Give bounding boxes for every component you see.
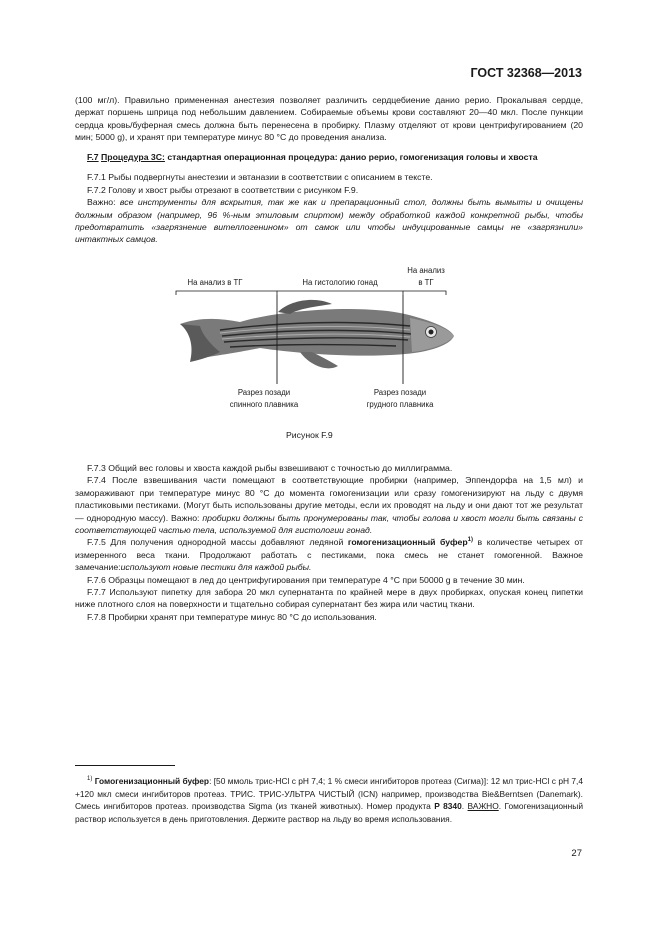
footnote-term: Гомогенизационный буфер xyxy=(94,776,210,786)
footnote-divider xyxy=(75,765,175,766)
footnote-important: ВАЖНО xyxy=(467,801,499,812)
cut1-label-2: спинного плавника xyxy=(229,400,299,409)
step-f7-1: F.7.1 Рыбы подвергнуты анестезии и эвтаназии в соответствии с описанием в тексте. xyxy=(87,172,433,183)
section-f7 xyxy=(75,151,583,246)
step-f7-7: F.7.7 Используют пипетку для забора 20 мкл супернатанта по крайней мере в двух пробирках, опуская конец пипетки ниже плотного слоя на поверхности и тщательно собирая супернатант без жира или частиц ткани. xyxy=(75,587,583,610)
section-title-head: Процедура 3С: xyxy=(101,152,165,162)
footnote-text-a: : [50 ммоль трис-HCl с pH 7,4; 1 % смеси ингибиторов протеаз (Сигма)]: 12 мл трис-HCl с pH 7,4 +120 мкл смеси ингибиторов протеаз. ТРИС. ТРИС-УЛЬТРА ЧИСТЫЙ (ICN) например, производства Bie&Berntsen (Danemark). Смесь ингибиторов протеаз. производства Sigma (из тканей животных). Номер продукта xyxy=(75,776,584,812)
step-f7-8: F.7.8 Пробирки хранят при температуре минус 80 °С до использования. xyxy=(87,611,377,622)
section-title-rest: стандартная операционная процедура: данио рерио, гомогенизация головы и хвоста xyxy=(164,152,538,162)
steps-block-b xyxy=(75,462,583,623)
step-f7-2: F.7.2 Голову и хвост рыбы отрезают в соответствии с рисунком F.9. xyxy=(87,184,359,195)
step-f7-3: F.7.3 Общий вес головы и хвоста каждой рыбы взвешивают с точностью до миллиграмма. xyxy=(87,463,453,473)
region-brackets xyxy=(176,291,446,295)
intro-paragraph: (100 мг/л). Правильно примененная анестезия позволяет различить сердцебиение данио рерио. Прокалывая сердце, держат поршень шприца под небольшим давлением. Собираемые объемы крови составляют 20—40 мкл. После пункции сердца кровь/буферная смесь должна быть перенесена в пробирку. Плазму отделяют от крови центрифугированием (20 мин; 5000 g), и хранят при температуре минус 80 °С до проведения анализа. xyxy=(75,95,583,143)
footnote-product: P 8340 xyxy=(434,801,462,812)
step-f7-5-italic: используют новые пестики для каждой рыбы. xyxy=(120,562,312,573)
important-label: Важно: xyxy=(87,197,120,208)
step-f7-5-bold: гомогенизационный буфер xyxy=(347,537,468,548)
step-f7-5-a: F.7.5 Для получения однородной массы добавляют ледяной xyxy=(87,537,348,548)
step-f7-5-b: в количестве четырех от измеренного веса ткани. Продолжают работать с пестиками, пока смесь не станет гомогенной. Важное замечание: xyxy=(75,537,584,573)
zebrafish-dissection-figure xyxy=(160,262,460,412)
important-note xyxy=(75,196,583,246)
label-mid: На гистологию гонад xyxy=(302,278,378,287)
step-f7-4 xyxy=(75,474,583,536)
step-f7-4-italic: пробирки должны быть пронумерованы так, чтобы голова и хвост могли быть связаны с соответствующей частью тела, используемой для гистологии гонад. xyxy=(75,512,583,536)
step-f7-4-main: F.7.4 После взвешивания части помещают в соответствующие пробирки (например, Эппендорфа на 1,5 мл) и замораживают при температуре минус 80 °С до момента гомогенизации или сразу гомогенизируют на льду с двумя пластиковыми пестиками. (Могут быть использованы другие методы, если их проводят на льду и они дают тот же результат — однородную массу). Важно: xyxy=(75,475,583,523)
label-right-2: в ТГ xyxy=(418,278,434,287)
section-heading xyxy=(75,151,583,163)
cut2-label-1: Разрез позади xyxy=(373,388,427,397)
footnote xyxy=(75,775,583,825)
cut2-label-2: грудного плавника xyxy=(366,400,434,409)
cut1-label-1: Разрез позади xyxy=(237,388,291,397)
standard-code: ГОСТ 32368—2013 xyxy=(470,66,582,80)
intro-block xyxy=(75,94,583,144)
step-f7-6: F.7.6 Образцы помещают в лед до центрифугирования при температуре 4 °С при 50000 g в течение 30 мин. xyxy=(87,574,525,585)
footnote-ref[interactable]: 1) xyxy=(467,537,473,544)
footnote-sep: . xyxy=(461,801,468,812)
figure-caption: Рисунок F.9 xyxy=(286,430,333,440)
footnote-mark: 1) xyxy=(87,776,93,783)
important-text: все инструменты для вскрытия, так же как и препарационный стол, должны быть вымыты и очищены должным образом (например, 96 %-ным этиловым спиртом) между обработкой каждой конкретной рыбы, чтобы предотвратить «загрязнение вителлогенином» от самок или чтобы индуцированные самцы не «загрязнили» интактных самцов. xyxy=(75,197,583,245)
section-number: F.7 xyxy=(87,152,99,162)
page-number: 27 xyxy=(571,848,582,859)
step-f7-5 xyxy=(75,536,583,573)
footnote-text-b: . Гомогенизационный раствор используется в день приготовления. Держите раствор на льду во время использования. xyxy=(75,801,584,824)
zebrafish-icon xyxy=(180,300,454,368)
label-right-1: На анализ xyxy=(407,266,445,275)
label-left: На анализ в ТГ xyxy=(187,278,243,287)
